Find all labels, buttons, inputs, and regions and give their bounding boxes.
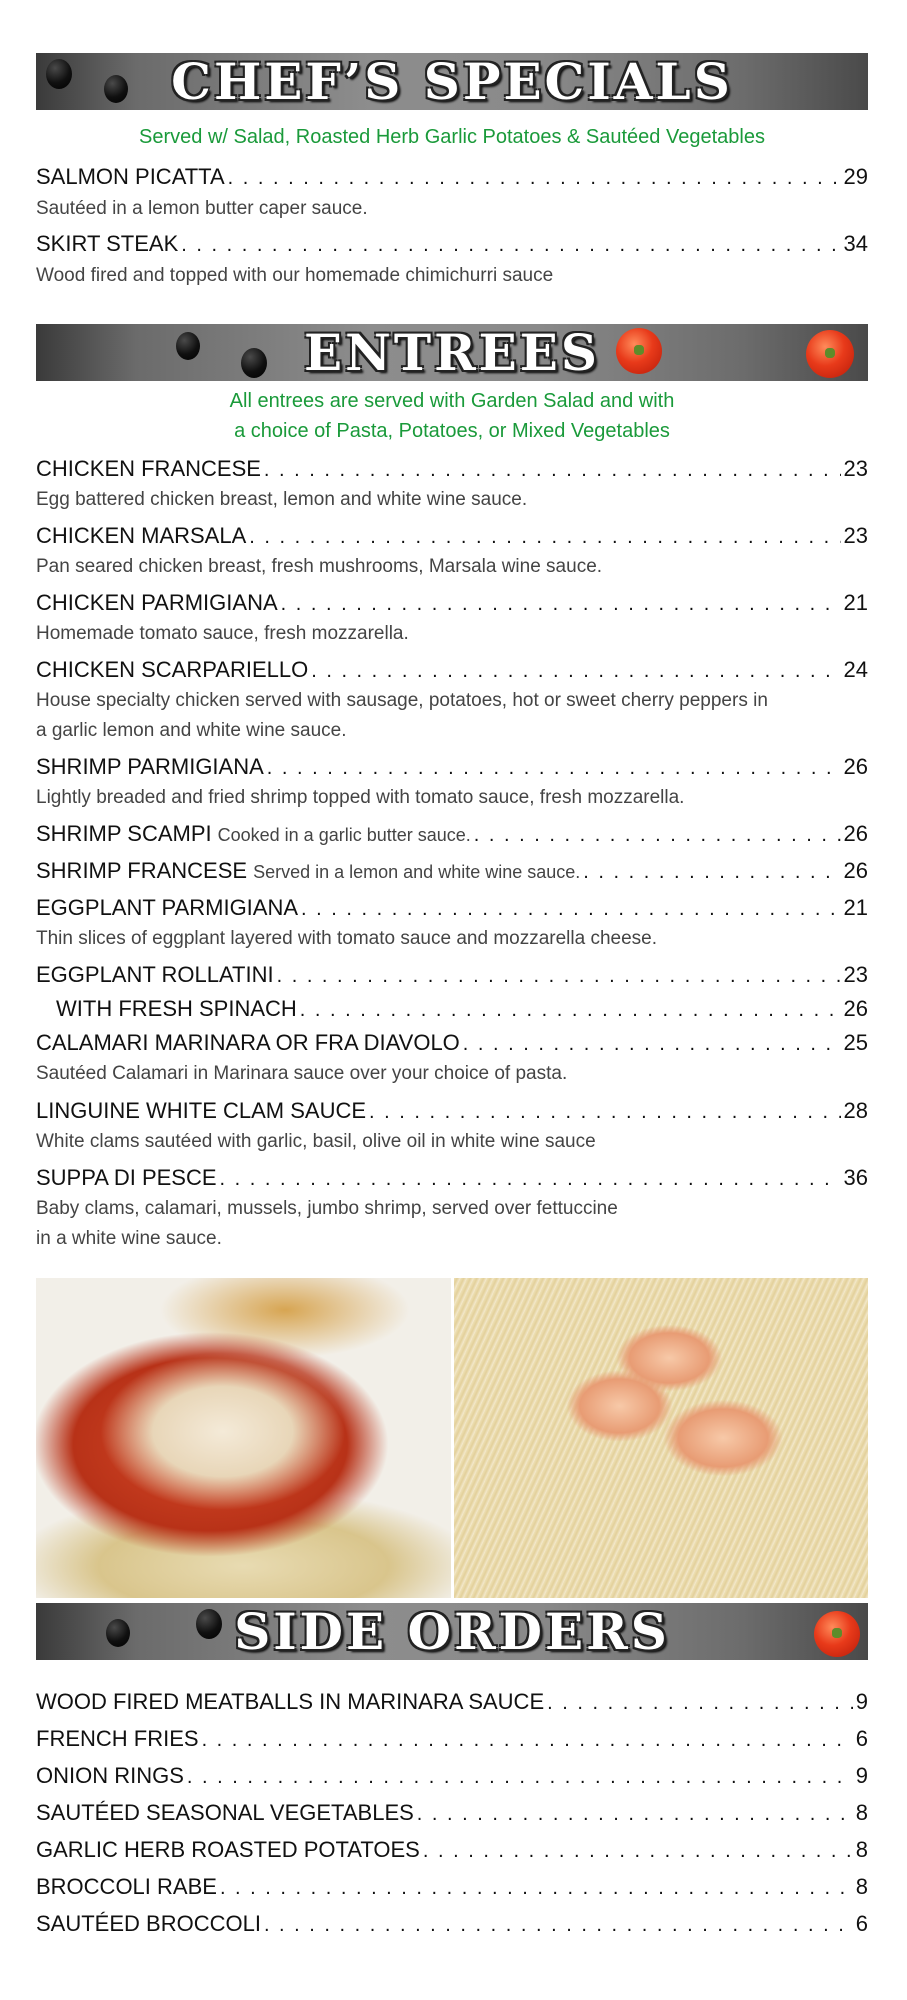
dot-leader bbox=[202, 1725, 853, 1755]
item-price: 23 bbox=[843, 962, 868, 987]
side-item-meatballs bbox=[36, 1687, 868, 1717]
dot-leader bbox=[267, 753, 841, 783]
food-photo bbox=[36, 1278, 868, 1598]
dot-leader bbox=[220, 1873, 853, 1903]
side-orders-banner bbox=[36, 1603, 868, 1660]
item-description: Sautéed in a lemon butter caper sauce. bbox=[36, 198, 368, 219]
item-name: WITH FRESH SPINACH bbox=[56, 996, 297, 1021]
chicken-parmigiana-photo bbox=[36, 1278, 451, 1598]
item-inline-description: Served in a lemon and white wine sauce. bbox=[253, 862, 581, 882]
item-price: 26 bbox=[843, 821, 868, 846]
item-price: 23 bbox=[843, 523, 868, 548]
item-price: 6 bbox=[855, 1726, 868, 1751]
item-name: GARLIC HERB ROASTED POTATOES bbox=[36, 1837, 420, 1862]
menu-item-chicken-parmigiana bbox=[36, 588, 868, 618]
item-price: 28 bbox=[843, 1098, 868, 1123]
item-price: 26 bbox=[843, 754, 868, 779]
item-name: WOOD FIRED MEATBALLS IN MARINARA SAUCE bbox=[36, 1689, 545, 1714]
dot-leader bbox=[220, 1164, 841, 1194]
item-price: 24 bbox=[843, 657, 868, 682]
dot-leader bbox=[277, 961, 841, 991]
dot-leader bbox=[301, 894, 840, 924]
side-item-sauteed-broccoli bbox=[36, 1909, 868, 1939]
item-name: SAUTÉED SEASONAL VEGETABLES bbox=[36, 1800, 414, 1825]
item-name: BROCCOLI RABE bbox=[36, 1874, 217, 1899]
item-name: EGGPLANT ROLLATINI bbox=[36, 962, 274, 987]
entrees-banner bbox=[36, 324, 868, 381]
item-name: SUPPA DI PESCE bbox=[36, 1165, 217, 1190]
item-price: 34 bbox=[843, 231, 868, 256]
dot-leader bbox=[264, 455, 841, 485]
shrimp-scampi-photo bbox=[454, 1278, 869, 1598]
dot-leader bbox=[228, 163, 841, 193]
side-item-onion-rings bbox=[36, 1761, 868, 1791]
side-item-french-fries bbox=[36, 1724, 868, 1754]
item-name: LINGUINE WHITE CLAM SAUCE bbox=[36, 1098, 367, 1123]
menu-item-linguine-white-clam-sauce bbox=[36, 1096, 868, 1126]
item-name: FRENCH FRIES bbox=[36, 1726, 199, 1751]
item-description: Lightly breaded and fried shrimp topped with tomato sauce, fresh mozzarella. bbox=[36, 787, 685, 808]
entrees-subtitle-line1: All entrees are served with Garden Salad and with bbox=[229, 390, 675, 412]
item-price: 21 bbox=[843, 895, 868, 920]
item-inline-description: Cooked in a garlic butter sauce. bbox=[217, 825, 471, 845]
dot-leader bbox=[463, 1029, 841, 1059]
dot-leader bbox=[583, 857, 840, 887]
item-name: CHICKEN MARSALA bbox=[36, 523, 247, 548]
menu-item-salmon-picatta bbox=[36, 162, 868, 192]
item-price: 8 bbox=[855, 1874, 868, 1899]
menu-item-calamari-marinara bbox=[36, 1028, 868, 1058]
item-name: CHICKEN SCARPARIELLO bbox=[36, 657, 309, 682]
side-item-roasted-potatoes bbox=[36, 1835, 868, 1865]
item-description: House specialty chicken served with sausage, potatoes, hot or sweet cherry peppers in bbox=[36, 690, 768, 711]
menu-item-suppa-di-pesce bbox=[36, 1163, 868, 1193]
item-description: White clams sautéed with garlic, basil, olive oil in white wine sauce bbox=[36, 1131, 596, 1152]
item-name: ONION RINGS bbox=[36, 1763, 184, 1788]
item-description: Wood fired and topped with our homemade chimichurri sauce bbox=[36, 265, 554, 286]
item-price: 9 bbox=[855, 1689, 868, 1714]
item-name: SAUTÉED BROCCOLI bbox=[36, 1911, 261, 1936]
dot-leader bbox=[417, 1799, 853, 1829]
dot-leader bbox=[369, 1097, 840, 1127]
item-price: 8 bbox=[855, 1837, 868, 1862]
item-price: 29 bbox=[843, 164, 868, 189]
menu-item-with-fresh-spinach bbox=[56, 994, 868, 1024]
chefs-specials-banner bbox=[36, 53, 868, 110]
item-name: SHRIMP FRANCESE bbox=[36, 858, 248, 883]
item-description: Homemade tomato sauce, fresh mozzarella. bbox=[36, 623, 409, 644]
dot-leader bbox=[264, 1910, 853, 1940]
item-name: CHICKEN PARMIGIANA bbox=[36, 590, 278, 615]
menu-item-eggplant-parmigiana bbox=[36, 893, 868, 923]
menu-item-skirt-steak bbox=[36, 229, 868, 259]
menu-item-shrimp-parmigiana bbox=[36, 752, 868, 782]
dot-leader bbox=[187, 1762, 853, 1792]
item-description: Egg battered chicken breast, lemon and white wine sauce. bbox=[36, 489, 528, 510]
item-price: 6 bbox=[855, 1911, 868, 1936]
item-name: SHRIMP SCAMPI bbox=[36, 821, 212, 846]
item-description: Pan seared chicken breast, fresh mushrooms, Marsala wine sauce. bbox=[36, 556, 603, 577]
item-description: a garlic lemon and white wine sauce. bbox=[36, 720, 347, 741]
section-title-entrees: ENTREES bbox=[304, 324, 600, 381]
menu-item-shrimp-scampi bbox=[36, 819, 868, 849]
dot-leader bbox=[423, 1836, 853, 1866]
chefs-specials-subtitle: Served w/ Salad, Roasted Herb Garlic Potatoes & Sautéed Vegetables bbox=[139, 126, 765, 148]
menu-item-chicken-marsala bbox=[36, 521, 868, 551]
dot-leader bbox=[547, 1688, 853, 1718]
item-price: 26 bbox=[843, 996, 868, 1021]
item-price: 23 bbox=[843, 456, 868, 481]
item-name: CALAMARI MARINARA OR FRA DIAVOLO bbox=[36, 1030, 460, 1055]
section-title-chefs-specials: CHEF’S SPECIALS bbox=[171, 53, 733, 110]
dot-leader bbox=[474, 820, 841, 850]
item-name: SALMON PICATTA bbox=[36, 164, 225, 189]
item-name: CHICKEN FRANCESE bbox=[36, 456, 261, 481]
item-description: Thin slices of eggplant layered with tomato sauce and mozzarella cheese. bbox=[36, 928, 658, 949]
menu-item-chicken-scarpariello bbox=[36, 655, 868, 685]
item-description: Sautéed Calamari in Marinara sauce over your choice of pasta. bbox=[36, 1063, 568, 1084]
item-name: SKIRT STEAK bbox=[36, 231, 179, 256]
item-name: SHRIMP PARMIGIANA bbox=[36, 754, 264, 779]
entrees-subtitle-line2: a choice of Pasta, Potatoes, or Mixed Vegetables bbox=[234, 420, 670, 442]
dot-leader bbox=[281, 589, 841, 619]
item-price: 36 bbox=[843, 1165, 868, 1190]
item-price: 9 bbox=[855, 1763, 868, 1788]
section-title-side-orders: SIDE ORDERS bbox=[234, 1603, 670, 1660]
item-price: 25 bbox=[843, 1030, 868, 1055]
item-price: 21 bbox=[843, 590, 868, 615]
side-item-seasonal-vegetables bbox=[36, 1798, 868, 1828]
side-item-broccoli-rabe bbox=[36, 1872, 868, 1902]
menu-item-shrimp-francese bbox=[36, 856, 868, 886]
menu-item-chicken-francese bbox=[36, 454, 868, 484]
item-description: in a white wine sauce. bbox=[36, 1228, 222, 1249]
dot-leader bbox=[311, 656, 840, 686]
item-price: 8 bbox=[855, 1800, 868, 1825]
dot-leader bbox=[300, 995, 841, 1025]
item-price: 26 bbox=[843, 858, 868, 883]
dot-leader bbox=[181, 230, 840, 260]
item-description: Baby clams, calamari, mussels, jumbo shrimp, served over fettuccine bbox=[36, 1198, 618, 1219]
dot-leader bbox=[249, 522, 840, 552]
item-name: EGGPLANT PARMIGIANA bbox=[36, 895, 299, 920]
menu-item-eggplant-rollatini bbox=[36, 960, 868, 990]
